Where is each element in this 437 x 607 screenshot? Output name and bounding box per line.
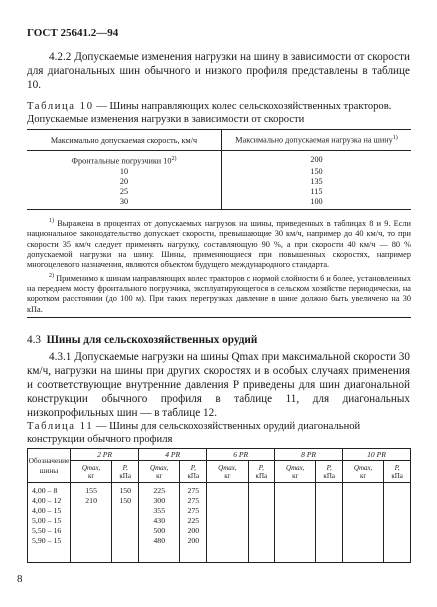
table-row (27, 177, 411, 187)
table10-speed: 20 (27, 177, 222, 187)
table10-speed: 10 (27, 167, 222, 177)
p-value: 275 (187, 496, 200, 505)
table11-6pr-q (207, 483, 248, 563)
table11-p-header (384, 461, 411, 483)
p-value: 200 (187, 526, 200, 535)
table10-load: 200 (310, 155, 323, 165)
table11-10pr-q (343, 483, 384, 563)
document-code: ГОСТ 25641.2—94 (27, 27, 119, 39)
table10-load: 115 (310, 186, 323, 196)
table11-label: Таблица 11 (27, 421, 94, 432)
table10-header-row (27, 130, 411, 151)
section-heading-4-3 (27, 334, 257, 346)
table11-q-header (275, 461, 316, 483)
table10-speed-sup: 2) (171, 156, 177, 162)
table10-load: 135 (310, 176, 323, 186)
tire-size: 5,90 – 15 (32, 536, 62, 545)
q-label: Qmax, (218, 463, 237, 472)
table11-q-header (71, 461, 112, 483)
paragraph-4-2-2-text: 4.2.2 Допускаемые изменения нагрузки на шину в зависимости от скорости для диагональных шин обычного и низкого профиля представлены в таблице 10. (27, 51, 410, 91)
footnote-1-mark: 1) (49, 218, 54, 224)
table10-col2-sup: 1) (392, 135, 398, 142)
table11-group-2pr: 2 PR (71, 449, 139, 461)
table-10 (27, 129, 411, 210)
table10-load: 100 (222, 197, 412, 210)
p-unit: кПа (187, 471, 200, 480)
q-unit: кг (156, 471, 163, 480)
table11-2pr-q (71, 483, 112, 563)
table10-speed: 30 (27, 197, 222, 210)
p-label: P, (122, 463, 128, 472)
table11-subheader-row (28, 461, 411, 483)
table11-8pr-p (316, 483, 343, 563)
table11-title: — Шины для сельскохозяйственных орудий диагональной конструкции обычного профиля (27, 421, 361, 445)
p-value: 150 (119, 486, 132, 495)
table10-caption (27, 101, 410, 126)
table11-group-8pr: 8 PR (275, 449, 343, 461)
p-unit: кПа (391, 471, 403, 480)
tire-size: 4,00 – 15 (32, 506, 62, 515)
page-number: 8 (17, 573, 23, 585)
section-title: Шины для сельскохозяйственных орудий (46, 334, 258, 346)
q-label: Qmax, (150, 463, 169, 472)
table11-data-row (28, 483, 411, 563)
p-value: 225 (187, 516, 200, 525)
tire-size: 4,00 – 12 (32, 496, 62, 505)
tire-size: 5,00 – 15 (32, 516, 62, 525)
tire-size: 5,50 – 16 (32, 526, 62, 535)
table10-col2-header-text: Максимально допускаемая нагрузка на шину (235, 135, 393, 145)
section-number: 4.3 (27, 334, 41, 346)
table11-tire-sizes (28, 483, 71, 563)
q-label: Qmax, (286, 463, 305, 472)
table-row (27, 167, 411, 177)
table10-speed: 25 (27, 187, 222, 197)
table11-group-10pr: 10 PR (343, 449, 411, 461)
table10-title: — Шины направляющих колес сельскохозяйственных тракторов. (96, 101, 392, 112)
footnote-2-text: Применимо к шинам направляющих колес тракторов с нормой слойности 6 и более, установленных на переднем мосту фронтального погрузчика, эксплуатирующегося в сельском хозяйстве периодически, на коротком расстоянии (до 100 м). При таких перегрузках давление в шине должно быть увеличено на 30 кПа. (27, 273, 411, 314)
p-label: P, (394, 463, 400, 472)
q-value: 210 (85, 496, 97, 505)
q-value: 300 (153, 496, 166, 505)
table11-q-header (207, 461, 248, 483)
table-row (27, 197, 411, 210)
q-label: Qmax, (353, 463, 373, 472)
table11-4pr-q (139, 483, 180, 563)
q-unit: кг (87, 471, 95, 480)
q-label: Qmax, (81, 463, 101, 472)
table11-q-header (139, 461, 180, 483)
p-label: P, (190, 463, 196, 472)
table10-speed: Фронтальные погрузчики 10 (71, 156, 172, 166)
p-unit: кПа (323, 471, 335, 480)
table10-footnotes (27, 216, 411, 318)
table11-group-row (28, 449, 411, 461)
table10-load: 150 (310, 166, 323, 176)
table10-label: Таблица 10 (27, 101, 94, 112)
tire-size: 4,00 – 8 (32, 486, 58, 495)
q-value: 430 (153, 516, 166, 525)
table11-caption (27, 421, 410, 446)
table11-q-header (343, 461, 384, 483)
table11-2pr-p (112, 483, 139, 563)
table11-p-header (316, 461, 343, 483)
table-row (27, 151, 411, 167)
table11-p-header (248, 461, 275, 483)
q-value: 355 (153, 506, 166, 515)
footnote-2-mark: 2) (49, 272, 54, 279)
q-unit: кг (292, 471, 299, 480)
paragraph-4-3-1-text: 4.3.1 Допускаемые нагрузки на шины Qmax при максимальной скорости 30 км/ч, нагрузки на шины при других скоростях и в особых случаях применения и соответствующие внутренние давления P приведены для шин диагональной конструкции обычного профиля в таблице 11, для диагональных низкопрофильных шин — в таблице 12. (27, 351, 410, 419)
table11-8pr-q (275, 483, 316, 563)
footnote-1 (27, 216, 411, 271)
table11-p-header (180, 461, 207, 483)
table11-4pr-p (180, 483, 207, 563)
p-value: 200 (187, 536, 200, 545)
paragraph-4-2-2 (27, 50, 410, 92)
table10-speed-cell (27, 151, 222, 167)
p-unit: кПа (119, 471, 131, 480)
q-value: 155 (85, 486, 97, 495)
q-value: 225 (153, 486, 166, 495)
paragraph-4-3-1 (27, 350, 410, 420)
p-value: 150 (119, 496, 132, 505)
table-row (27, 187, 411, 197)
table11-group-4pr: 4 PR (139, 449, 207, 461)
table11-10pr-p (384, 483, 411, 563)
q-value: 500 (153, 526, 166, 535)
footnote-1-text: Выражена в процентах от допускаемых нагрузок на шины, приведенных в таблицах 8 и 9. Если национальное законодательство допускает скорости, превышающие 30 км/ч, например до 40 км/ч, то при скорости 35 км/ч следует применять нагрузку, составляющую 90 %, а при скорости 40 км/ч — 80 % допускаемой нагрузки на шину. Шины, применяющиеся при повышенных скоростях, например многоцелевого назначения, являются объектом будущего международного стандарта. (27, 218, 411, 270)
p-value: 275 (187, 486, 200, 495)
p-label: P, (258, 463, 264, 472)
footnote-2 (27, 271, 411, 315)
table11-group-6pr: 6 PR (207, 449, 275, 461)
q-value: 480 (153, 536, 166, 545)
table10-col1-header: Максимально допускаемая скорость, км/ч (27, 130, 222, 151)
p-value: 275 (187, 506, 200, 515)
q-unit: кг (224, 471, 231, 480)
q-unit: кг (360, 471, 367, 480)
table11-p-header (112, 461, 139, 483)
table10-col2-header (222, 130, 412, 151)
p-label: P, (326, 463, 332, 472)
table10-caption-tail: Допускаемые изменения нагрузки в зависимости от скорости (27, 113, 305, 125)
p-unit: кПа (255, 471, 268, 480)
table-11 (27, 448, 411, 563)
table11-6pr-p (248, 483, 275, 563)
table11-lead-header: Обозначение шины (28, 449, 71, 483)
